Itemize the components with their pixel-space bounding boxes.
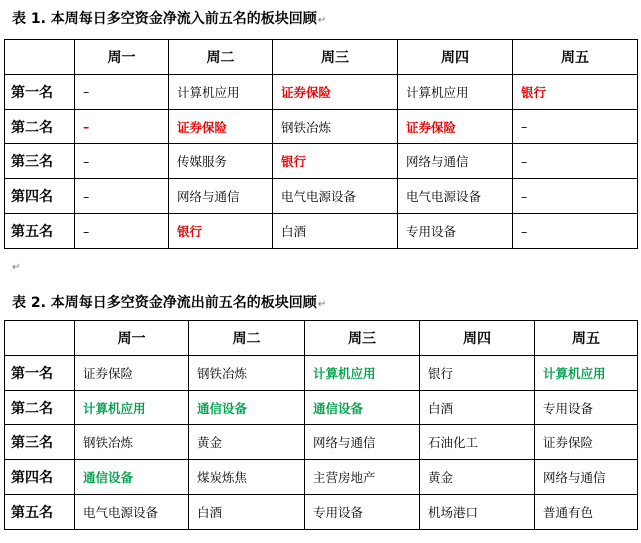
table1-title-text: 表 1. 本周每日多空资金净流入前五名的板块回顾 (12, 11, 317, 27)
table2-title (12, 292, 326, 312)
table-cell: 主营房地产 (305, 460, 420, 495)
table-row (5, 144, 638, 179)
table-cell: 网络与通信 (535, 460, 638, 495)
table-cell: 证券保险 (273, 74, 398, 109)
table-cell: 银行 (169, 214, 273, 249)
paragraph-mark: ↵ (317, 15, 327, 26)
table-cell: 银行 (513, 74, 638, 109)
table-cell: 电气电源设备 (398, 179, 513, 214)
table-cell: – (75, 179, 169, 214)
column-header: 周四 (420, 321, 535, 356)
table-row (5, 74, 638, 109)
column-header: 周五 (535, 321, 638, 356)
table-row (5, 390, 638, 425)
table-cell: 普通有色 (535, 495, 638, 530)
table2-title-text: 表 2. 本周每日多空资金净流出前五名的板块回顾 (12, 295, 317, 311)
table-cell: 计算机应用 (305, 355, 420, 390)
table-cell: – (75, 214, 169, 249)
paragraph-mark: ↵ (12, 262, 21, 273)
row-label: 第二名 (5, 390, 75, 425)
table-cell: 网络与通信 (398, 144, 513, 179)
table-cell: – (513, 109, 638, 144)
table-cell: 网络与通信 (305, 425, 420, 460)
column-header: 周一 (75, 40, 169, 75)
row-label: 第一名 (5, 355, 75, 390)
table-row (5, 460, 638, 495)
table-cell: 白酒 (189, 495, 305, 530)
column-header: 周一 (75, 321, 189, 356)
table-cell: 白酒 (420, 390, 535, 425)
column-header: 周三 (305, 321, 420, 356)
corner-cell (5, 321, 75, 356)
row-label: 第二名 (5, 109, 75, 144)
table-cell: 白酒 (273, 214, 398, 249)
table-cell: – (513, 144, 638, 179)
table-cell: 煤炭炼焦 (189, 460, 305, 495)
column-header: 周二 (189, 321, 305, 356)
table-row (5, 425, 638, 460)
table-cell: 钢铁冶炼 (75, 425, 189, 460)
table-cell: 电气电源设备 (75, 495, 189, 530)
table-cell: 通信设备 (75, 460, 189, 495)
table-cell: 专用设备 (398, 214, 513, 249)
header-row (5, 321, 638, 356)
table-cell: – (513, 214, 638, 249)
column-header: 周二 (169, 40, 273, 75)
table-row (5, 109, 638, 144)
column-header: 周四 (398, 40, 513, 75)
table-row (5, 214, 638, 249)
table-cell: 证券保险 (398, 109, 513, 144)
table-cell: 银行 (273, 144, 398, 179)
table-cell: – (75, 109, 169, 144)
row-label: 第五名 (5, 214, 75, 249)
table-cell: 证券保险 (535, 425, 638, 460)
table-cell: 证券保险 (75, 355, 189, 390)
table-cell: 证券保险 (169, 109, 273, 144)
column-header: 周三 (273, 40, 398, 75)
corner-cell (5, 40, 75, 75)
table-cell: – (75, 144, 169, 179)
table-row (5, 179, 638, 214)
column-header: 周五 (513, 40, 638, 75)
table-cell: 钢铁冶炼 (189, 355, 305, 390)
paragraph-mark: ↵ (317, 299, 327, 310)
table-cell: 银行 (420, 355, 535, 390)
row-label: 第一名 (5, 74, 75, 109)
table-cell: 专用设备 (535, 390, 638, 425)
table-cell: 网络与通信 (169, 179, 273, 214)
table-cell: 黄金 (420, 460, 535, 495)
table1-inflow (4, 39, 638, 249)
table-cell: – (513, 179, 638, 214)
table-cell: – (75, 74, 169, 109)
table-cell: 通信设备 (189, 390, 305, 425)
table-cell: 计算机应用 (75, 390, 189, 425)
table-cell: 通信设备 (305, 390, 420, 425)
header-row (5, 40, 638, 75)
table-row (5, 495, 638, 530)
table-cell: 计算机应用 (398, 74, 513, 109)
table1-title (12, 8, 326, 28)
table-cell: 钢铁冶炼 (273, 109, 398, 144)
row-label: 第五名 (5, 495, 75, 530)
table-cell: 电气电源设备 (273, 179, 398, 214)
table-cell: 传媒服务 (169, 144, 273, 179)
table2-outflow (4, 320, 638, 530)
table-cell: 专用设备 (305, 495, 420, 530)
table-row (5, 355, 638, 390)
row-label: 第四名 (5, 460, 75, 495)
row-label: 第三名 (5, 425, 75, 460)
table-cell: 黄金 (189, 425, 305, 460)
table-cell: 计算机应用 (535, 355, 638, 390)
table-cell: 石油化工 (420, 425, 535, 460)
row-label: 第三名 (5, 144, 75, 179)
row-label: 第四名 (5, 179, 75, 214)
table-cell: 计算机应用 (169, 74, 273, 109)
table-cell: 机场港口 (420, 495, 535, 530)
